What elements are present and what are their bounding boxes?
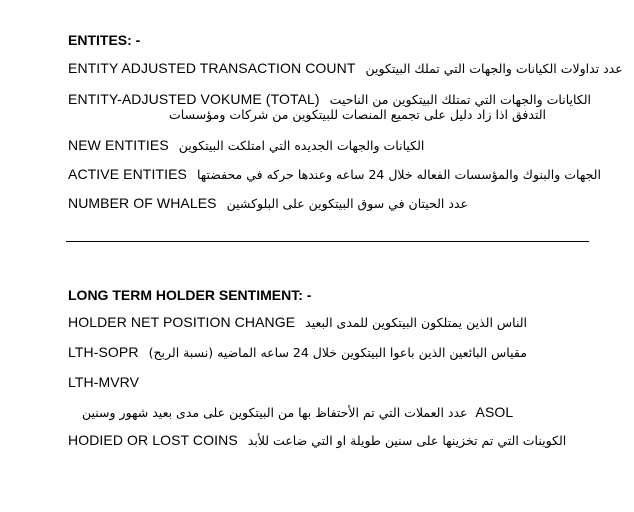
metric-description: مقياس البائعين الذين باعوا البيتكوين خلال 24 ساعه الماضيه (نسبة الربح) [148,345,527,360]
metric-name: HODIED OR LOST COINS [68,432,238,448]
metric-name: NEW ENTITIES [68,137,169,153]
metric-description: عدد تداولات الكيانات والجهات التي تملك البيتكوين [365,61,623,76]
lth-mvrv-row [68,374,614,391]
metric-description: الكايانات والجهات التي تمتلك البيتكوين من الناحيت [329,92,591,107]
metric-name: ENTITY ADJUSTED TRANSACTION COUNT [68,60,356,76]
section-divider [66,241,589,242]
metric-description: الناس الذين يمتلكون البيتكوين للمدى البعيد [305,315,528,330]
metric-name: LTH-SOPR [68,344,139,360]
asol-row [68,404,614,421]
metric-description: عدد العملات التي تم الأحتفاظ بها من البيتكوين على مدى بعيد شهور وسنين [82,405,468,420]
hodled-or-lost-coins-row [68,432,614,449]
metric-description: الكيانات والجهات الجديده التي امتلكت البيتكوين [178,138,425,153]
section-heading-long-term-holder-sentiment: LONG TERM HOLDER SENTIMENT: - [68,287,312,303]
metric-name: ACTIVE ENTITIES [68,166,187,182]
metric-name: ENTITY-ADJUSTED VOKUME (TOTAL) [68,91,320,107]
holder-net-position-change-row [68,314,614,331]
active-entities-row [68,166,614,183]
metric-description: عدد الحيتان في سوق البيتكوين على البلوكشين [226,196,468,211]
entity-adjusted-transaction-count-row [68,60,623,77]
metric-name: LTH-MVRV [68,374,140,390]
metric-name: ASOL [475,404,514,420]
metric-name: HOLDER NET POSITION CHANGE [68,314,296,330]
new-entities-row [68,137,614,154]
metric-name: NUMBER OF WHALES [68,195,217,211]
section-heading-entities: ENTITES: - [68,32,141,48]
number-of-whales-row [68,195,614,212]
metric-description: الجهات والبنوك والمؤسسات الفعاله خلال 24 ساعه وعندها حركه في محفضتها [196,167,601,182]
metric-description-continuation: التدفق اذا زاد دليل على تجميع المنصات للبيتكوين من شركات ومؤسسات [169,107,546,122]
metric-description: الكوينات التي تم تخزينها على سنين طويلة او التي ضاعت للأبد [247,433,567,448]
lth-sopr-row [68,344,614,361]
